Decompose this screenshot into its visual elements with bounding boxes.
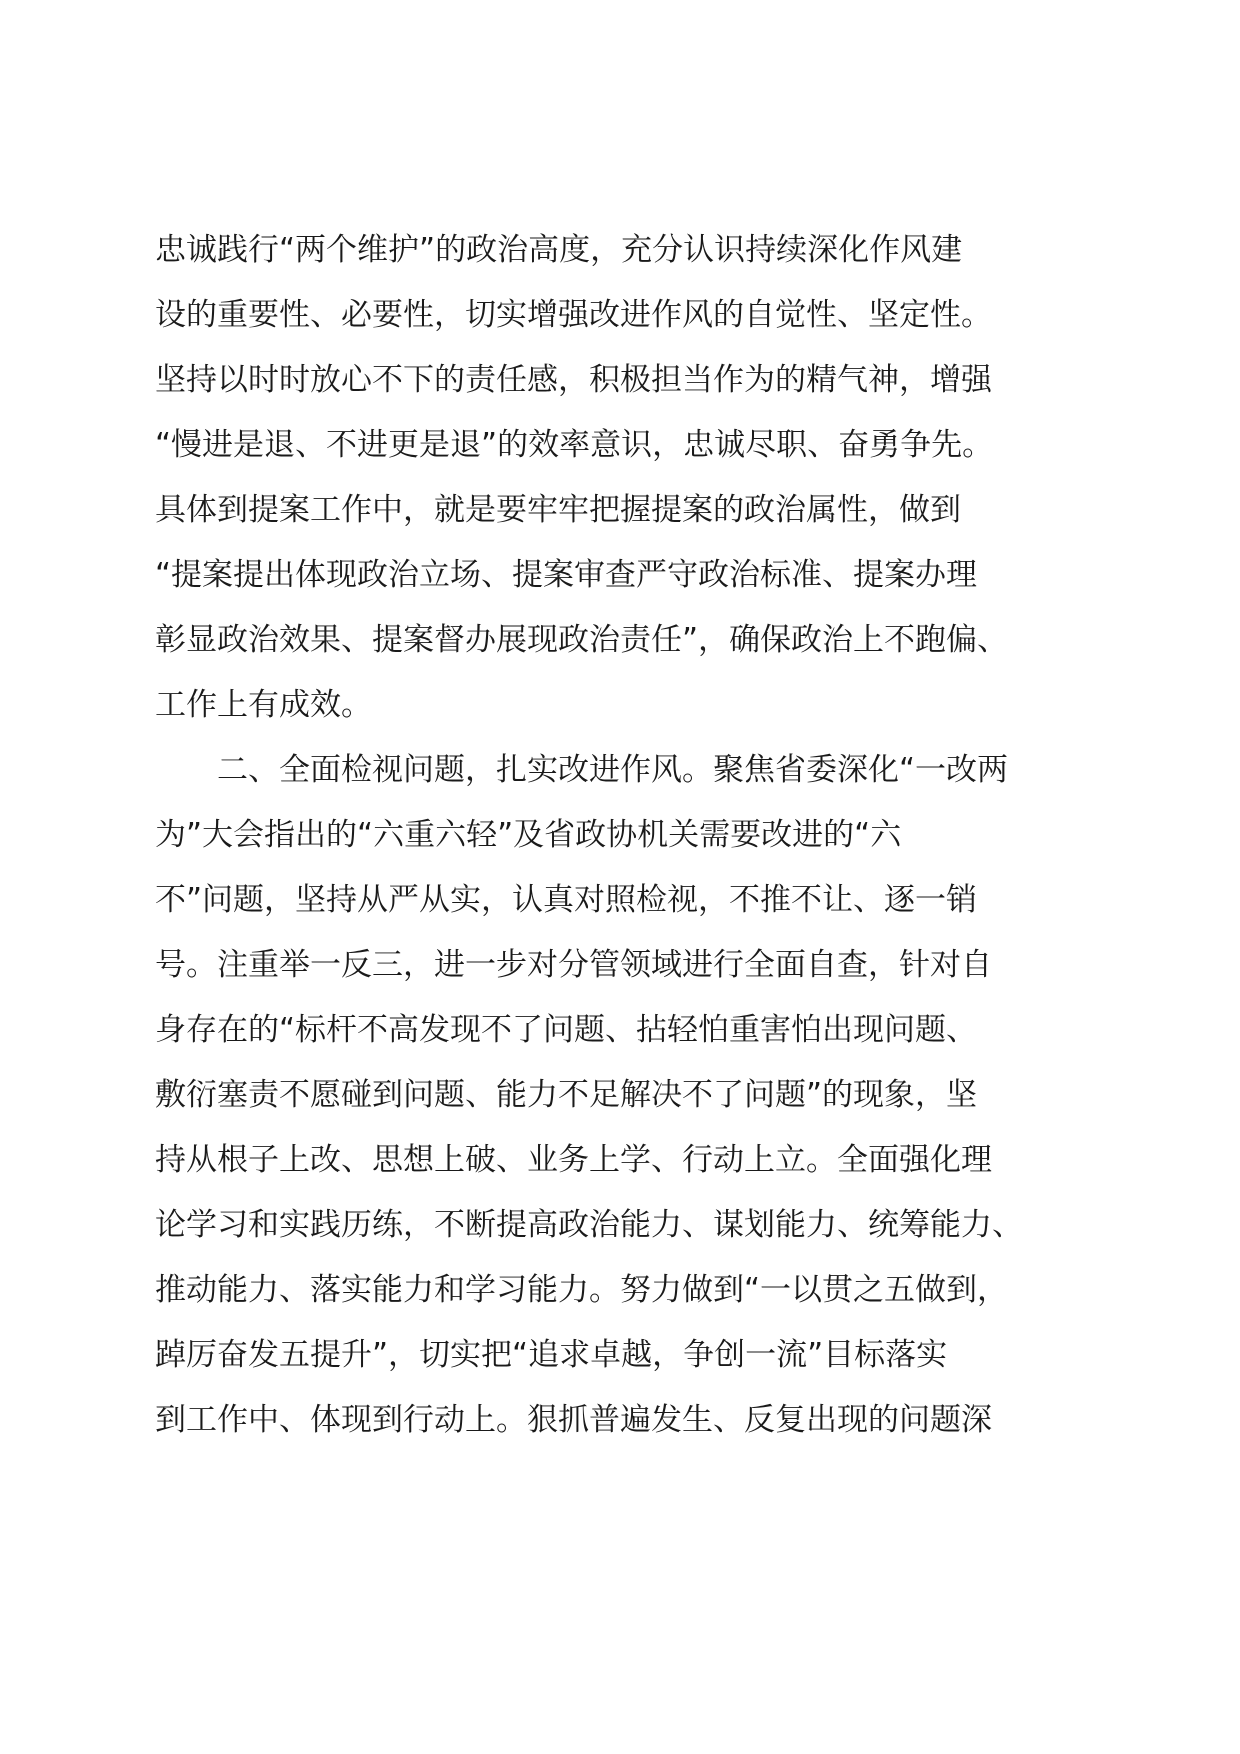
text-line: 为”大会指出的“六重六轻”及省政协机关需要改进的“六 (155, 817, 902, 853)
text-line: 具体到提案工作中，就是要牢牢把握提案的政治属性，做到 (155, 492, 961, 528)
body-text (155, 218, 1095, 1453)
text-line: 身存在的“标杆不高发现不了问题、拈轻怕重害怕出现问题、 (155, 1012, 978, 1048)
text-line: 设的重要性、必要性，切实增强改进作风的自觉性、坚定性。 (155, 297, 992, 333)
text-line: 持从根子上改、思想上破、业务上学、行动上立。全面强化理 (155, 1142, 992, 1178)
text-line: 号。注重举一反三，进一步对分管领域进行全面自查，针对自 (155, 947, 992, 983)
text-line: 不”问题，坚持从严从实，认真对照检视，不推不让、逐一销 (155, 882, 978, 918)
paragraph-heading-line: 二、全面检视问题，扎实改进作风。聚焦省委深化“一改两 (155, 752, 1009, 788)
text-line: 彰显政治效果、提案督办展现政治责任”，确保政治上不跑偏、 (155, 622, 1009, 658)
text-line: 敷衍塞责不愿碰到问题、能力不足解决不了问题”的现象，坚 (155, 1077, 978, 1113)
text-line: 到工作中、体现到行动上。狠抓普遍发生、反复出现的问题深 (155, 1402, 992, 1438)
text-line: 坚持以时时放心不下的责任感，积极担当作为的精气神，增强 (155, 362, 992, 398)
text-line: “慢进是退、不进更是退”的效率意识，忠诚尽职、奋勇争先。 (155, 427, 994, 463)
text-line: 踔厉奋发五提升”，切实把“追求卓越，争创一流”目标落实 (155, 1337, 948, 1373)
text-line: 工作上有成效。 (155, 687, 372, 723)
text-line: 论学习和实践历练，不断提高政治能力、谋划能力、统筹能力、 (155, 1207, 1023, 1243)
text-line: 推动能力、落实能力和学习能力。努力做到“一以贯之五做到， (155, 1272, 1009, 1308)
text-line: “提案提出体现政治立场、提案审查严守政治标准、提案办理 (155, 557, 978, 593)
text-line: 忠诚践行“两个维护”的政治高度，充分认识持续深化作风建 (155, 232, 963, 268)
